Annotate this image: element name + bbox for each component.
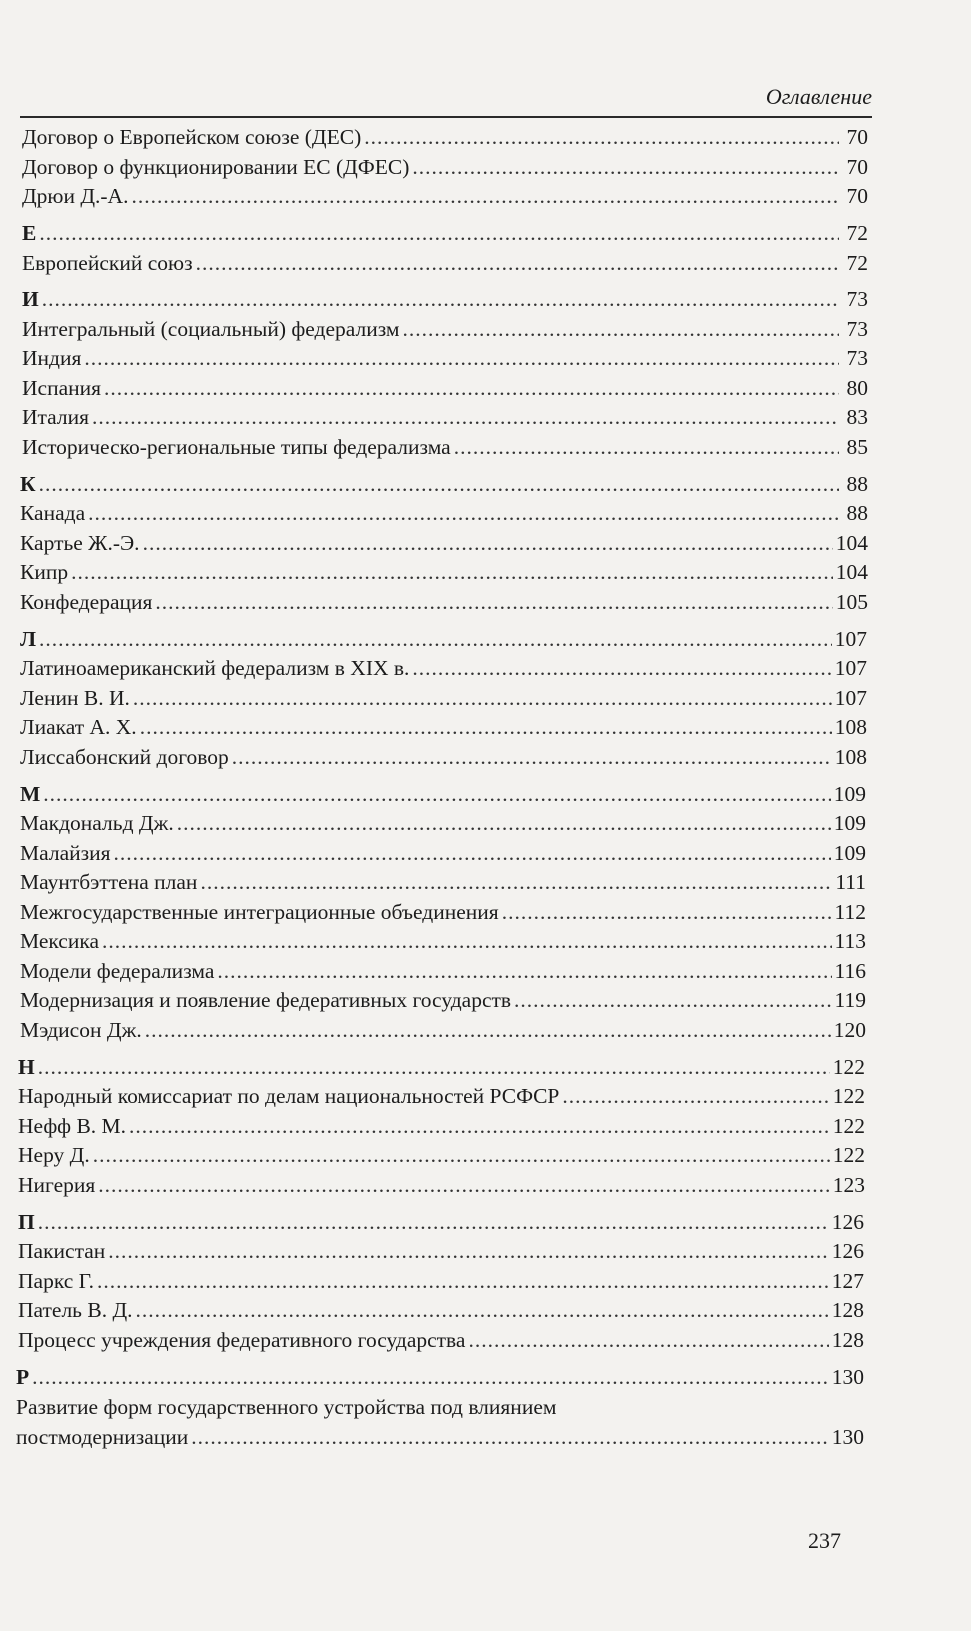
leader-dots bbox=[42, 286, 839, 312]
toc-entry bbox=[20, 559, 868, 585]
toc-entry-page: 128 bbox=[831, 1328, 864, 1352]
toc-entry bbox=[22, 250, 868, 276]
toc-entry bbox=[22, 345, 868, 371]
toc-entry-label: Н bbox=[18, 1055, 35, 1079]
toc-entry-page: 108 bbox=[834, 715, 867, 739]
toc-entry bbox=[20, 685, 867, 711]
leader-dots bbox=[140, 714, 832, 740]
leader-dots bbox=[84, 345, 839, 371]
toc-entry bbox=[20, 987, 866, 1013]
toc-entry-page: 104 bbox=[835, 560, 868, 584]
toc-letter-heading bbox=[22, 286, 868, 312]
toc-entry-page: 80 bbox=[846, 376, 868, 400]
toc-entry-page: 108 bbox=[834, 745, 867, 769]
leader-dots bbox=[217, 958, 831, 984]
toc-entry-label: Латиноамериканский федерализм в XIX в. bbox=[20, 656, 410, 680]
toc-entry-label: Дрюи Д.-А. bbox=[22, 184, 129, 208]
leader-dots bbox=[145, 1017, 831, 1043]
toc-entry-page: 83 bbox=[846, 405, 868, 429]
toc-entry bbox=[22, 404, 868, 430]
leader-dots bbox=[88, 500, 839, 526]
toc-entry-label: К bbox=[20, 472, 36, 496]
toc-entry bbox=[22, 316, 868, 342]
toc-entry bbox=[18, 1172, 865, 1198]
toc-entry-label: Модернизация и появление федеративных государств bbox=[20, 988, 512, 1012]
leader-dots bbox=[514, 987, 832, 1013]
toc-entry-label: Ленин В. И. bbox=[20, 686, 130, 710]
toc-entry bbox=[18, 1268, 864, 1294]
toc-entry-label: Интегральный (социальный) федерализм bbox=[22, 317, 400, 341]
toc-entry bbox=[20, 958, 866, 984]
toc-entry-page: 70 bbox=[846, 155, 868, 179]
leader-dots bbox=[39, 220, 839, 246]
toc-entry bbox=[22, 183, 868, 209]
toc-entry-page: 72 bbox=[846, 251, 868, 275]
toc-entry-label: Неру Д. bbox=[18, 1143, 90, 1167]
leader-dots bbox=[97, 1268, 829, 1294]
toc-entry-page: 107 bbox=[834, 656, 867, 680]
leader-dots bbox=[136, 1297, 829, 1323]
leader-dots bbox=[129, 1113, 830, 1139]
toc-entry bbox=[20, 530, 868, 556]
toc-entry-page: 120 bbox=[833, 1018, 866, 1042]
toc-entry-label: Договор о функционировании ЕС (ДФЕС) bbox=[22, 155, 410, 179]
leader-dots bbox=[155, 589, 832, 615]
toc-entry bbox=[18, 1327, 864, 1353]
toc-entry-page: 130 bbox=[831, 1365, 864, 1389]
toc-entry-page: 73 bbox=[846, 287, 868, 311]
toc-entry-label: И bbox=[22, 287, 39, 311]
toc-entry bbox=[18, 1113, 865, 1139]
toc-entry bbox=[18, 1083, 865, 1109]
toc-entry-label: Европейский союз bbox=[22, 251, 193, 275]
toc-entry bbox=[22, 124, 868, 150]
toc-entry-page: 126 bbox=[831, 1210, 864, 1234]
toc-entry-label: Л bbox=[20, 627, 37, 651]
leader-dots bbox=[131, 183, 839, 209]
toc-entry-page: 70 bbox=[846, 125, 868, 149]
toc-entry bbox=[20, 714, 867, 740]
toc-entry bbox=[18, 1238, 864, 1264]
toc-entry-page: 116 bbox=[834, 959, 866, 983]
toc-letter-heading bbox=[20, 471, 868, 497]
toc-entry bbox=[18, 1142, 865, 1168]
toc-entry-page: 85 bbox=[846, 435, 868, 459]
leader-dots bbox=[38, 1054, 830, 1080]
toc-entry-page: 126 bbox=[831, 1239, 864, 1263]
toc-letter-heading bbox=[22, 220, 868, 246]
leader-dots bbox=[412, 655, 831, 681]
toc-entry-label: Модели федерализма bbox=[20, 959, 215, 983]
toc-entry bbox=[22, 434, 868, 460]
toc-entry-page: 109 bbox=[833, 782, 866, 806]
toc-entry-label: Канада bbox=[20, 501, 86, 525]
toc-entry-page: 107 bbox=[834, 686, 867, 710]
leader-dots bbox=[71, 559, 833, 585]
toc-letter-heading bbox=[20, 626, 867, 652]
toc-entry bbox=[20, 744, 867, 770]
leader-dots bbox=[191, 1424, 828, 1450]
leader-dots bbox=[39, 626, 832, 652]
toc-entry-page: 104 bbox=[835, 531, 868, 555]
toc-entry-label: Италия bbox=[22, 405, 90, 429]
toc-entry-label: Историческо-региональные типы федерализма bbox=[22, 435, 451, 459]
toc-entry-label: Индия bbox=[22, 346, 82, 370]
toc-entry-label: Паркс Г. bbox=[18, 1269, 95, 1293]
toc-entry-page: 130 bbox=[831, 1425, 864, 1449]
toc-entry-page: 107 bbox=[834, 627, 867, 651]
toc-entry-label: Макдональд Дж. bbox=[20, 811, 174, 835]
toc-entry-page: 122 bbox=[832, 1055, 865, 1079]
toc-entry bbox=[20, 655, 867, 681]
toc-entry-page: 73 bbox=[846, 346, 868, 370]
leader-dots bbox=[93, 1142, 830, 1168]
leader-dots bbox=[364, 124, 839, 150]
toc-entry-page: 127 bbox=[831, 1269, 864, 1293]
toc-entry bbox=[20, 928, 866, 954]
leader-dots bbox=[133, 685, 832, 711]
leader-dots bbox=[196, 250, 839, 276]
toc-letter-heading bbox=[20, 781, 866, 807]
leader-dots bbox=[468, 1327, 828, 1353]
leader-dots bbox=[98, 1172, 829, 1198]
toc-entry-label: Процесс учреждения федеративного государства bbox=[18, 1328, 466, 1352]
leader-dots bbox=[92, 404, 839, 430]
toc-entry-label: Мексика bbox=[20, 929, 99, 953]
leader-dots bbox=[502, 899, 832, 925]
toc-entry-label: Е bbox=[22, 221, 37, 245]
toc-entry-page: 122 bbox=[832, 1114, 865, 1138]
toc-entry-label: М bbox=[20, 782, 41, 806]
toc-entry-page: 112 bbox=[834, 900, 866, 924]
leader-dots bbox=[38, 1209, 829, 1235]
toc-entry-wrapped-second-line bbox=[16, 1424, 864, 1450]
running-header: Оглавление bbox=[20, 84, 872, 118]
toc-entry-page: 119 bbox=[834, 988, 866, 1012]
toc-entry-page: 72 bbox=[846, 221, 868, 245]
toc-entry bbox=[20, 810, 866, 836]
toc-entry-page: 105 bbox=[835, 590, 868, 614]
toc-entry-page: 88 bbox=[846, 472, 868, 496]
toc-entry-label: Лиакат А. Х. bbox=[20, 715, 137, 739]
leader-dots bbox=[562, 1083, 829, 1109]
leader-dots bbox=[143, 530, 833, 556]
toc-entry bbox=[22, 154, 868, 180]
toc-entry-label: Картье Ж.-Э. bbox=[20, 531, 140, 555]
leader-dots bbox=[114, 840, 831, 866]
toc-entry bbox=[20, 899, 866, 925]
toc-entry-label: Народный комиссариат по делам национальностей РСФСР bbox=[18, 1084, 560, 1108]
leader-dots bbox=[200, 869, 832, 895]
toc-entry-label: Нефф В. М. bbox=[18, 1114, 127, 1138]
toc-entry-label: Договор о Европейском союзе (ДЕС) bbox=[22, 125, 362, 149]
toc-entry-label: Нигерия bbox=[18, 1173, 96, 1197]
toc-entry-label: Р bbox=[16, 1365, 30, 1389]
toc-entry-page: 113 bbox=[834, 929, 866, 953]
leader-dots bbox=[43, 781, 830, 807]
toc-entry-label: Маунтбэттена план bbox=[20, 870, 198, 894]
toc-entry bbox=[18, 1297, 864, 1323]
toc-entry-label: П bbox=[18, 1210, 35, 1234]
leader-dots bbox=[104, 375, 839, 401]
toc-entry-page: 122 bbox=[832, 1143, 865, 1167]
toc-entry bbox=[20, 500, 868, 526]
toc-entry-label: Лиссабонский договор bbox=[20, 745, 229, 769]
toc-entry-page: 109 bbox=[833, 811, 866, 835]
toc-letter-heading bbox=[18, 1209, 864, 1235]
toc-entry-label: Испания bbox=[22, 376, 102, 400]
toc-letter-heading bbox=[18, 1054, 865, 1080]
leader-dots bbox=[108, 1238, 828, 1264]
leader-dots bbox=[177, 810, 831, 836]
leader-dots bbox=[403, 316, 839, 342]
toc-entry-page: 109 bbox=[833, 841, 866, 865]
toc-entry-label: Мэдисон Дж. bbox=[20, 1018, 142, 1042]
toc-entry-label: постмодернизации bbox=[16, 1425, 189, 1449]
toc-entry-page: 88 bbox=[846, 501, 868, 525]
leader-dots bbox=[32, 1364, 829, 1390]
toc-entry bbox=[22, 375, 868, 401]
leader-dots bbox=[39, 471, 839, 497]
toc-entry-label: Конфедерация bbox=[20, 590, 153, 614]
toc-entry-page: 123 bbox=[832, 1173, 865, 1197]
leader-dots bbox=[454, 434, 839, 460]
leader-dots bbox=[412, 154, 839, 180]
page-number: 237 bbox=[808, 1528, 841, 1553]
leader-dots bbox=[102, 928, 832, 954]
toc-entry-page: 111 bbox=[835, 870, 866, 894]
leader-dots bbox=[232, 744, 832, 770]
toc-entry bbox=[20, 840, 866, 866]
toc-entry-label: Межгосударственные интеграционные объединения bbox=[20, 900, 499, 924]
toc-entry-label: Патель В. Д. bbox=[18, 1298, 133, 1322]
toc-entry-page: 122 bbox=[832, 1084, 865, 1108]
toc-entry-label: Пакистан bbox=[18, 1239, 106, 1263]
toc-entry-wrapped-first-line: Развитие форм государственного устройства под влиянием bbox=[16, 1395, 557, 1419]
toc-entry-page: 128 bbox=[831, 1298, 864, 1322]
toc-letter-heading bbox=[16, 1364, 864, 1390]
toc-entry bbox=[20, 869, 866, 895]
toc-entry bbox=[20, 1017, 866, 1043]
toc-entry-page: 70 bbox=[846, 184, 868, 208]
toc-entry-label: Малайзия bbox=[20, 841, 111, 865]
toc-entry-page: 73 bbox=[846, 317, 868, 341]
toc-entry bbox=[20, 589, 868, 615]
toc-entry-label: Кипр bbox=[20, 560, 69, 584]
